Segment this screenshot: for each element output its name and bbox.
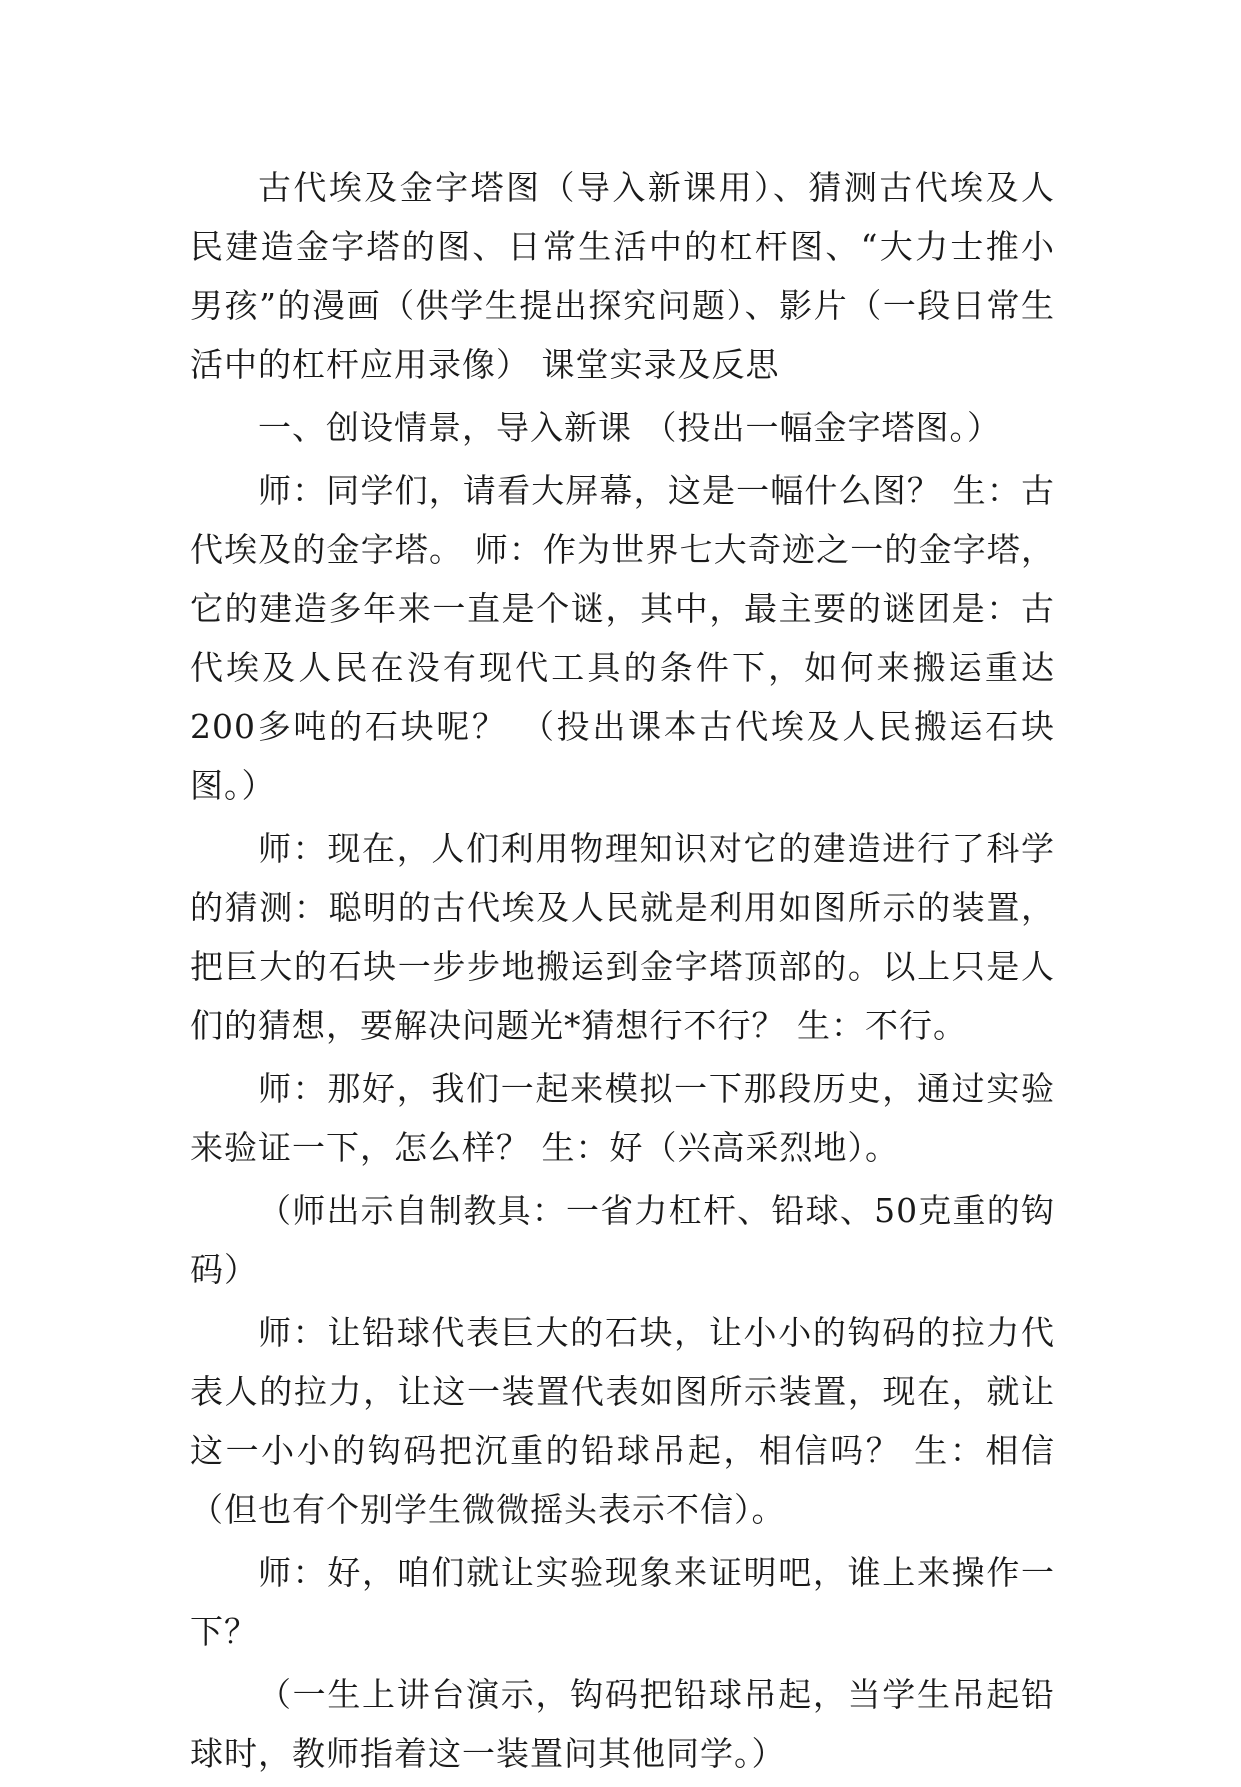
paragraph-demonstration: （一生上讲台演示，钩码把铅球吊起，当学生吊起铅球时，教师指着这一装置问其他同学。） [190,1675,1055,1773]
paragraph-section-heading: 一、创设情景，导入新课 （投出一幅金字塔图。） [258,408,1001,447]
paragraph-dialogue-2: 师：现在，人们利用物理知识对它的建造进行了科学的猜测：聪明的古代埃及人民就是利用如图所示的装置，把巨大的石块一步步地搬运到金字塔顶部的。以上只是人们的猜想，要解决问题光*猜想行不行？ 生：不行。 [190,829,1055,1045]
paragraph-dialogue-5: 师：好，咱们就让实验现象来证明吧，谁上来操作一下？ [190,1553,1055,1651]
paragraph-dialogue-3: 师：那好，我们一起来模拟一下那段历史，通过实验来验证一下，怎么样？ 生：好（兴高采烈地）。 [190,1069,1055,1167]
paragraph-materials: 古代埃及金字塔图（导入新课用）、猜测古代埃及人民建造金字塔的图、日常生活中的杠杆图、“大力士推小男孩”的漫画（供学生提出探究问题）、影片（一段日常生活中的杠杆应用录像） 课堂实录及反思 [190,168,1055,384]
paragraph-dialogue-4: 师：让铅球代表巨大的石块，让小小的钩码的拉力代表人的拉力，让这一装置代表如图所示装置，现在，就让这一小小的钩码把沉重的铅球吊起，相信吗？ 生：相信（但也有个别学生微微摇头表示不信）。 [190,1313,1055,1529]
paragraph-dialogue-1: 师：同学们，请看大屏幕，这是一幅什么图？ 生：古代埃及的金字塔。 师：作为世界七大奇迹之一的金字塔，它的建造多年来一直是个谜，其中，最主要的谜团是：古代埃及人民在没有现代工具的条件下，如何来搬运重达200多吨的石块呢？ （投出课本古代埃及人民搬运石块图。） [190,471,1055,805]
document-body [190,158,1055,1787]
paragraph-teaching-aids: （师出示自制教具：一省力杠杆、铅球、50克重的钩码） [190,1191,1055,1289]
